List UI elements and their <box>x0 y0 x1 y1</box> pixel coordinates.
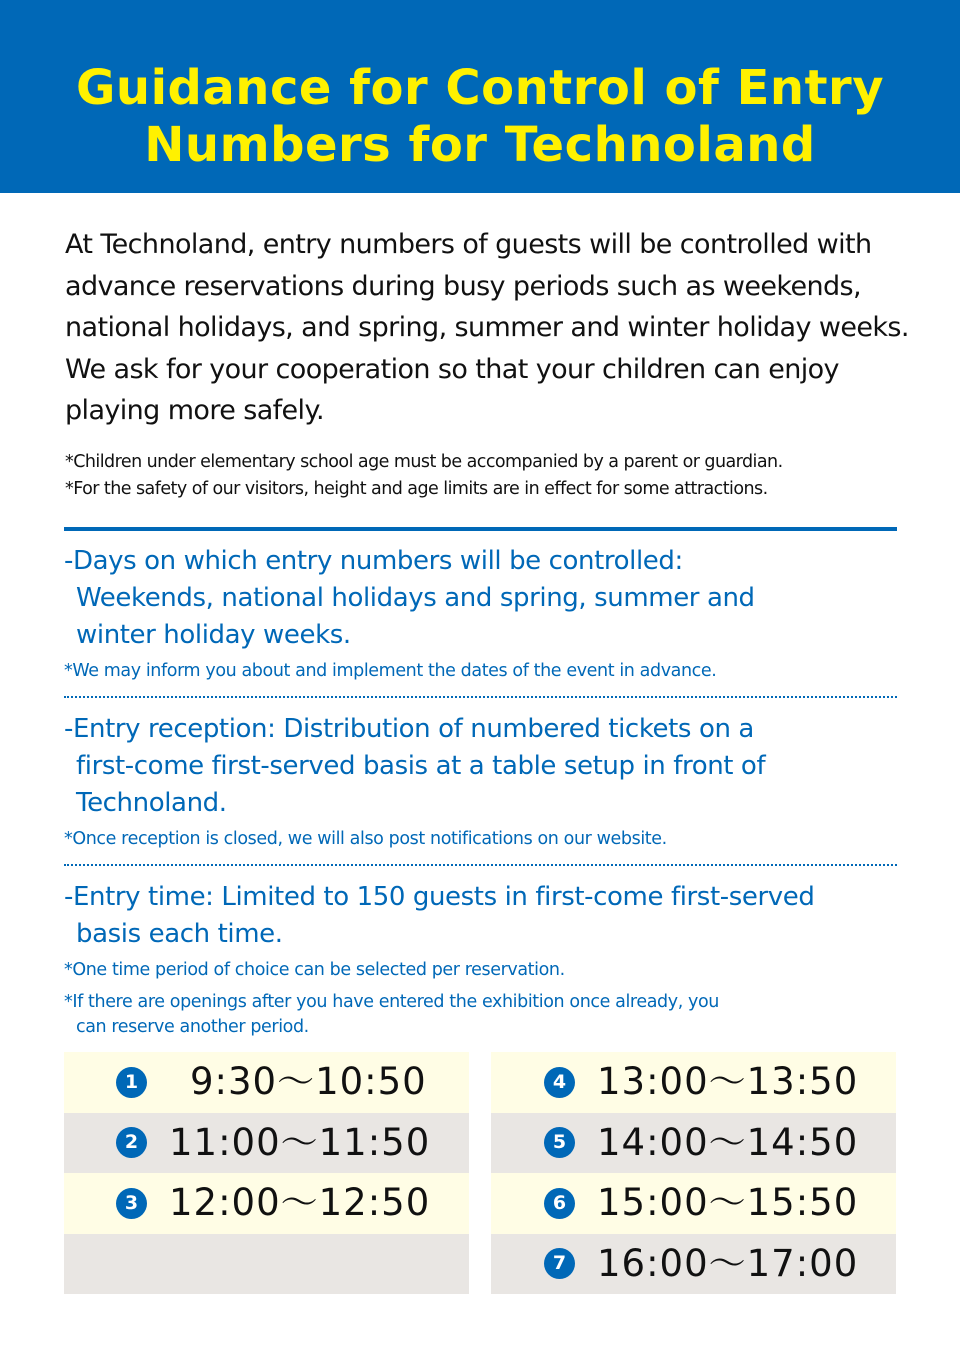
section-divider <box>64 527 897 531</box>
page-title-line-2: Numbers for Technoland <box>144 117 816 173</box>
reception-heading-line-1: -Entry reception: Distribution of numbered tickets on a <box>64 714 754 744</box>
reception-heading <box>64 711 914 822</box>
note-safety: *For the safety of our visitors, height and age limits are in effect for some attractions. <box>65 479 768 499</box>
slot-time: 16:00～17:00 <box>597 1241 859 1285</box>
general-notes <box>65 449 945 503</box>
time-slot-3 <box>64 1173 469 1234</box>
slot-number-badge: 2 <box>116 1127 147 1158</box>
days-note: *We may inform you about and implement the dates of the event in advance. <box>64 661 717 681</box>
days-heading-line-3: winter holiday weeks. <box>76 620 351 650</box>
header-banner <box>0 0 960 193</box>
slot-number-badge: 1 <box>116 1067 147 1098</box>
slot-time: 12:00～12:50 <box>169 1181 431 1225</box>
entry-time-note-2-line-1: *If there are openings after you have entered the exhibition once already, you <box>64 992 719 1012</box>
slot-time: 9:30～10:50 <box>190 1060 427 1104</box>
slot-number-badge: 7 <box>544 1248 575 1279</box>
slot-time: 15:00～15:50 <box>597 1181 859 1225</box>
slot-number-badge: 3 <box>116 1188 147 1219</box>
page-title <box>0 60 960 174</box>
time-slot-4 <box>491 1052 896 1113</box>
note-children: *Children under elementary school age must be accompanied by a parent or guardian. <box>65 452 783 472</box>
reception-heading-line-2: first-come first-served basis at a table setup in front of <box>76 751 766 781</box>
slot-time: 13:00～13:50 <box>597 1060 859 1104</box>
time-slots-left <box>64 1052 469 1294</box>
time-slot-1 <box>64 1052 469 1113</box>
slot-time: 14:00～14:50 <box>597 1120 859 1164</box>
intro-paragraph: At Technoland, entry numbers of guests will be controlled with advance reservations during busy periods such as weekends, national holidays, and spring, summer and winter holiday weeks. We ask for your cooperation so that your children can enjoy playing more safely. <box>65 229 909 426</box>
entry-time-note-2-line-2: can reserve another period. <box>76 1017 309 1037</box>
entry-time-note-1: *One time period of choice can be selected per reservation. <box>64 960 565 980</box>
entry-time-heading-line-1: -Entry time: Limited to 150 guests in first-come first-served <box>64 882 815 912</box>
entry-time-heading <box>64 879 914 953</box>
slot-number-badge: 4 <box>544 1067 575 1098</box>
time-slots-right <box>491 1052 896 1294</box>
slot-number-badge: 5 <box>544 1127 575 1158</box>
time-slot-6 <box>491 1173 896 1234</box>
days-heading-line-1: -Days on which entry numbers will be controlled: <box>64 546 683 576</box>
reception-heading-line-3: Technoland. <box>76 788 227 818</box>
time-slot-empty <box>64 1234 469 1295</box>
entry-time-heading-line-2: basis each time. <box>76 919 283 949</box>
slot-time: 11:00～11:50 <box>169 1120 431 1164</box>
slot-number-badge: 6 <box>544 1188 575 1219</box>
time-slot-2 <box>64 1113 469 1174</box>
days-heading-line-2: Weekends, national holidays and spring, summer and <box>76 583 755 613</box>
time-slot-7 <box>491 1234 896 1295</box>
entry-time-note-2 <box>64 990 924 1040</box>
time-slot-5 <box>491 1113 896 1174</box>
reception-note: *Once reception is closed, we will also post notifications on our website. <box>64 829 667 849</box>
dotted-divider-1 <box>64 696 897 698</box>
dotted-divider-2 <box>64 864 897 866</box>
days-heading <box>64 543 914 654</box>
page-title-line-1: Guidance for Control of Entry <box>76 60 884 116</box>
